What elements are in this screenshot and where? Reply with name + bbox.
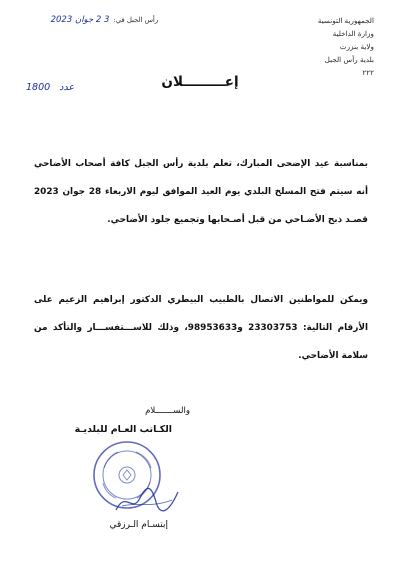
letterhead-line-code: ٢٢٢: [362, 68, 374, 77]
letterhead-line-municipality: بلدية رأس الجبل: [324, 55, 374, 64]
handwritten-signature-icon: [112, 484, 182, 518]
body-paragraph-1: بمناسبة عيد الإضحى المبارك، تعلم بلدية رأس الجبل كافة أصحاب الأضاحي أنه سيتم فتح المسلخ البلدي يوم العيد الموافق ليوم الاربعاء 28 جوان 2023 قصـد ذبح الأضـاحي من قبل أصـحابها وتجميع جلود الأضاحي.: [34, 159, 368, 225]
reference-label: عدد: [59, 82, 75, 93]
date-line: [28, 12, 158, 28]
body-paragraph-2: ويمكن للمواطنين الاتصال بالطبيب البيطري الدكتور إبراهيم الزعيم على الأرقام التالية: 23303753 و98953633، وذلك للاســـتفســـار والتأكد من سلامة الأضاحي.: [34, 295, 368, 361]
signatory-title: الكـاتب العـام للبلديـة: [74, 424, 172, 435]
closing-salutation: والســـــــلام: [145, 406, 190, 416]
date-label: رأس الجبل في:: [113, 16, 158, 24]
signatory-name: إبتسـام الـرزقي: [109, 520, 168, 530]
letterhead-line-country: الجمهورية التونسية: [317, 16, 374, 25]
letterhead: [254, 14, 374, 79]
letterhead-line-ministry: وزارة الداخلية: [332, 29, 374, 38]
letterhead-line-governorate: ولاية بنزرت: [339, 42, 374, 51]
reference-number: [26, 82, 74, 93]
page-title: إعـــــــــلان: [161, 74, 239, 90]
date-value: 3 2 جوان 2023: [50, 15, 110, 25]
reference-value: 1800: [26, 82, 51, 93]
